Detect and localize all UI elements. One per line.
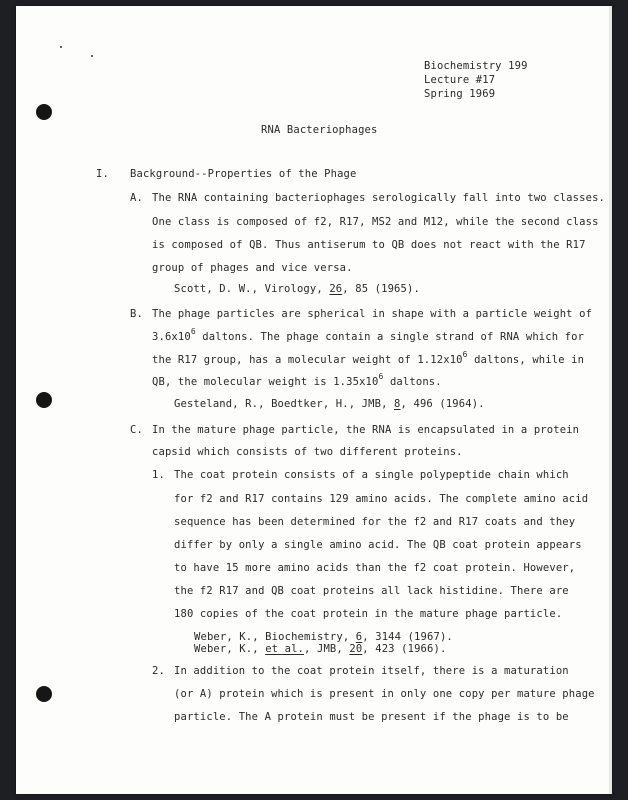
- document-page: [16, 6, 612, 794]
- header-lecture: Lecture #17: [424, 74, 496, 86]
- punch-hole: [36, 686, 52, 702]
- sub1-line: sequence has been determined for the f2 and R17 coats and they: [174, 516, 576, 528]
- item-b-line: the R17 group, has a molecular weight of $1.12x10^6$ daltons, while in: [152, 350, 585, 366]
- sub2-line: particle. The A protein must be present if the phage is to be: [174, 711, 569, 723]
- sub2-label: 2.: [152, 665, 165, 677]
- sub1-reference: Weber, K., et al., JMB, 20, 423 (1966).: [194, 643, 447, 655]
- page-title: RNA Bacteriophages: [261, 124, 378, 136]
- punch-hole: [36, 104, 52, 120]
- page-edge: [609, 6, 612, 794]
- item-b-line: The phage particles are spherical in shape with a particle weight of: [152, 308, 593, 320]
- sub1-reference: Weber, K., Biochemistry, 6, 3144 (1967).: [194, 631, 453, 643]
- item-a-line: group of phages and vice versa.: [152, 262, 353, 274]
- sub1-line: differ by only a single amino acid. The QB coat protein appears: [174, 539, 582, 551]
- item-a-line: One class is composed of f2, R17, MS2 and M12, while the second class: [152, 216, 599, 228]
- sub2-line: (or A) protein which is present in only one copy per mature phage: [174, 688, 595, 700]
- item-a-line: is composed of QB. Thus antiserum to QB does not react with the R17: [152, 239, 586, 251]
- item-c-line: capsid which consists of two different proteins.: [152, 446, 463, 458]
- sub1-line: for f2 and R17 contains 129 amino acids. The complete amino acid: [174, 493, 589, 505]
- punch-hole: [36, 392, 52, 408]
- section-numeral: I.: [96, 168, 109, 180]
- sub1-line: to have 15 more amino acids than the f2 coat protein. However,: [174, 562, 576, 574]
- item-c-label: C.: [130, 424, 143, 436]
- header-term: Spring 1969: [424, 88, 496, 100]
- item-b-label: B.: [130, 308, 143, 320]
- item-c-line: In the mature phage particle, the RNA is encapsulated in a protein: [152, 424, 580, 436]
- sub1-line: 180 copies of the coat protein in the mature phage particle.: [174, 608, 563, 620]
- item-a-label: A.: [130, 192, 143, 204]
- item-b-reference: Gesteland, R., Boedtker, H., JMB, 8, 496 (1964).: [174, 398, 485, 410]
- sub1-label: 1.: [152, 469, 165, 481]
- item-b-line: QB, the molecular weight is $1.35x10^6$ daltons.: [152, 372, 442, 388]
- item-b-line: $3.6x10^6$ daltons. The phage contain a single strand of RNA which for: [152, 327, 585, 343]
- header-course: Biochemistry 199: [424, 60, 528, 72]
- paper-speck: [60, 46, 62, 48]
- section-heading: Background--Properties of the Phage: [130, 168, 357, 180]
- sub2-line: In addition to the coat protein itself, there is a maturation: [174, 665, 569, 677]
- item-a-line: The RNA containing bacteriophages serologically fall into two classes.: [152, 192, 606, 204]
- sub1-line: The coat protein consists of a single polypeptide chain which: [174, 469, 569, 481]
- sub1-line: the f2 R17 and QB coat proteins all lack histidine. There are: [174, 585, 569, 597]
- item-a-reference: Scott, D. W., Virology, 26, 85 (1965).: [174, 283, 420, 295]
- paper-speck: [91, 55, 93, 57]
